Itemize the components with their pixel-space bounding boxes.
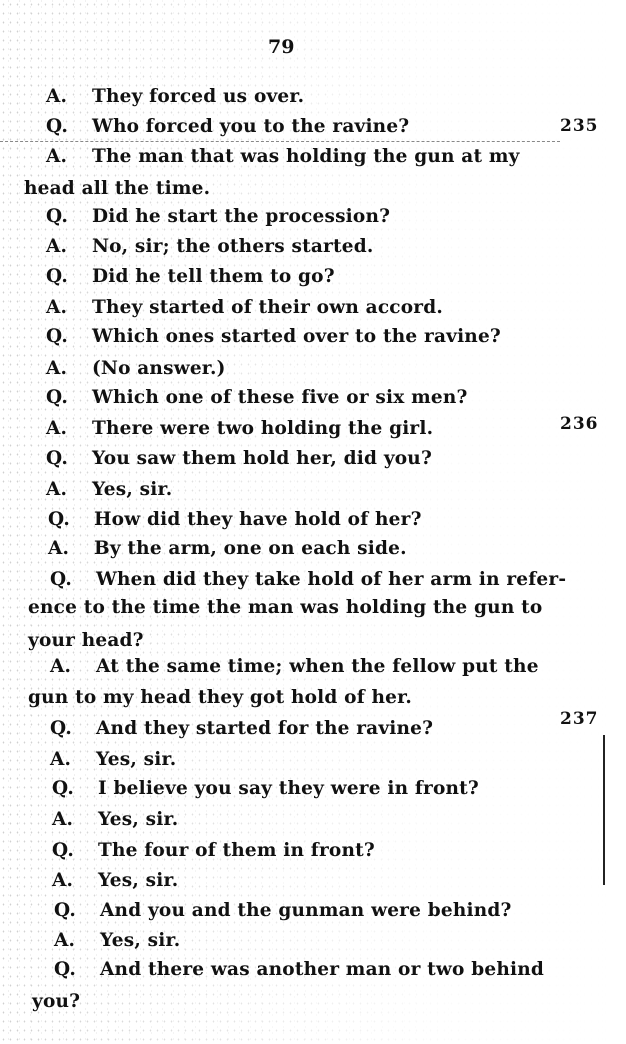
transcript-line [50,749,176,770]
line-text: Who forced you to the ravine? [92,116,410,137]
speaker-label: Q. [46,387,69,408]
transcript-line [52,778,479,799]
scan-rule-line [0,141,560,142]
transcript-line [46,326,501,347]
line-text: I believe you say they were in front? [98,778,479,799]
line-text: By the arm, one on each side. [94,538,407,559]
line-text: head all the time. [24,178,211,199]
line-text: Yes, sir. [98,809,179,830]
line-text: Which one of these five or six men? [92,387,468,408]
line-text: ence to the time the man was holding the gun to [28,597,543,618]
transcript-line [52,809,178,830]
line-text: Yes, sir. [92,479,173,500]
transcript-line [52,840,375,861]
transcript-line [48,509,422,530]
speaker-label: A. [46,236,68,257]
line-text: The four of them in front? [98,840,375,861]
transcript-line [50,718,433,739]
line-text: Yes, sir. [100,930,181,951]
margin-line-number: 236 [560,414,599,434]
speaker-label: Q. [46,116,69,137]
line-text: At the same time; when the fellow put the [96,656,539,677]
speaker-label: A. [46,297,68,318]
transcript-line [46,146,520,167]
transcript-line [46,358,226,379]
speaker-label: Q. [48,509,71,530]
speaker-label: A. [54,930,76,951]
speaker-label: Q. [52,840,75,861]
speaker-label: A. [46,146,68,167]
speaker-label: A. [46,358,68,379]
speaker-label: Q. [54,900,77,921]
transcript-line [46,266,335,287]
speaker-label: A. [50,656,72,677]
line-text: And they started for the ravine? [96,718,434,739]
transcript-line [52,870,178,891]
speaker-label: A. [46,86,68,107]
line-text: Did he tell them to go? [92,266,335,287]
speaker-label: Q. [52,778,75,799]
transcript-line [46,297,443,318]
line-text: (No answer.) [92,358,226,379]
speaker-label: A. [48,538,70,559]
transcript-line [46,448,432,469]
line-text: How did they have hold of her? [94,509,422,530]
transcript-line [46,387,468,408]
line-text: Yes, sir. [96,749,177,770]
transcript-line [46,116,409,137]
transcript-line [50,656,539,677]
transcript-line [50,569,566,590]
transcript-line [46,236,374,257]
speaker-label: Q. [50,569,73,590]
line-text: Did he start the procession? [92,206,391,227]
transcript-line [54,930,180,951]
speaker-label: Q. [46,206,69,227]
transcript-line [46,206,390,227]
speaker-label: Q. [46,326,69,347]
transcript-line [54,900,512,921]
line-text: They started of their own accord. [92,297,444,318]
speaker-label: A. [46,418,68,439]
line-text: you? [32,991,81,1012]
line-text: You saw them hold her, did you? [92,448,432,469]
margin-line-number: 237 [560,709,599,729]
margin-bracket [603,735,605,885]
line-text: The man that was holding the gun at my [92,146,520,167]
speaker-label: A. [52,809,74,830]
margin-line-number: 235 [560,116,599,136]
line-text: Which ones started over to the ravine? [92,326,501,347]
line-text: your head? [28,630,144,651]
transcript-line [28,630,144,651]
line-text: And you and the gunman were behind? [100,900,512,921]
speaker-label: Q. [50,718,73,739]
transcript-line [46,418,433,439]
line-text: They forced us over. [92,86,305,107]
transcript-line [28,687,412,708]
transcript-line [46,86,304,107]
line-text: No, sir; the others started. [92,236,374,257]
transcript-line [48,538,407,559]
speaker-label: A. [52,870,74,891]
transcript-line [46,479,172,500]
speaker-label: Q. [46,448,69,469]
line-text: There were two holding the girl. [92,418,434,439]
page-number: 79 [268,36,295,58]
line-text: And there was another man or two behind [100,959,545,980]
speaker-label: A. [50,749,72,770]
speaker-label: Q. [54,959,77,980]
transcript-line [32,991,80,1012]
transcript-line [24,178,210,199]
line-text: gun to my head they got hold of her. [28,687,413,708]
transcript-line [54,959,544,980]
speaker-label: A. [46,479,68,500]
transcript-line [28,597,542,618]
line-text: When did they take hold of her arm in refer- [96,569,567,590]
speaker-label: Q. [46,266,69,287]
line-text: Yes, sir. [98,870,179,891]
